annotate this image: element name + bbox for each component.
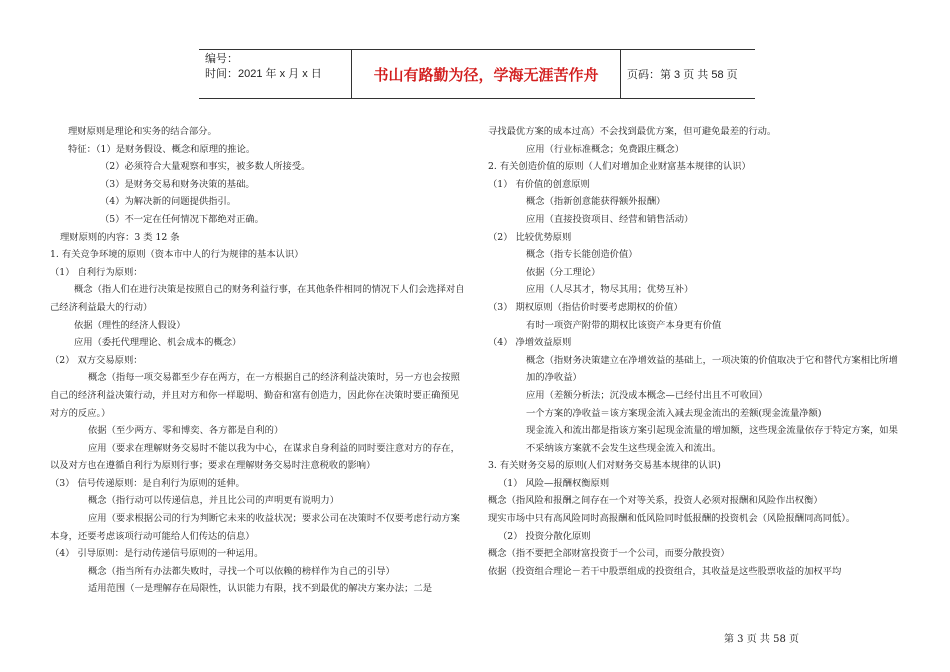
header-meta bbox=[199, 50, 352, 98]
text-line: 概念（指财务决策建立在净增效益的基础上，一项决策的价值取决于它和替代方案相比所增加的净收益） bbox=[526, 354, 898, 384]
text-line: （4） 引导原则：是行动传递信号原则的一种运用。 bbox=[50, 548, 264, 560]
page-footer: 第 3 页 共 58 页 bbox=[724, 634, 799, 645]
text-line: （4）为解决新的问题提供指引。 bbox=[100, 196, 237, 208]
text-line: 一个方案的净收益＝该方案现金流入减去现金流出的差额(现金流量净额) bbox=[526, 407, 822, 419]
text-line: （1） 风险—报酬权衡原则 bbox=[498, 477, 610, 489]
document-time-label: 时间：2021 年 x 月 x 日 bbox=[205, 68, 322, 80]
text-line: 现金流入和流出都是指该方案引起现金流量的增加额，这些现金流量依存于特定方案，如果不采纳该方案就不会发生这些现金流入和流出。 bbox=[526, 425, 898, 454]
text-line: 适用范围（一是理解存在局限性，认识能力有限，找不到最优的解决方案办法；二是 bbox=[88, 583, 432, 595]
text-line: 应用（委托代理理论、机会成本的概念） bbox=[74, 337, 242, 349]
text-line: 概念（指行动可以传递信息，并且比公司的声明更有说明力） bbox=[88, 495, 340, 507]
text-line: 概念（指当所有办法都失败时，寻找一个可以依赖的榜样作为自己的引导） bbox=[88, 565, 395, 577]
text-line: （1） 自利行为原则： bbox=[50, 266, 143, 278]
text-line: 1. 有关竞争环境的原则（资本市中人的行为规律的基本认识） bbox=[50, 249, 304, 261]
text-line: 应用（直接投资项目、经营和销售活动） bbox=[526, 213, 694, 225]
text-line: （5）不一定在任何情况下都绝对正确。 bbox=[100, 213, 264, 225]
text-line: （3）是财务交易和财务决策的基础。 bbox=[100, 178, 255, 190]
text-line: 依据（分工理论） bbox=[526, 266, 601, 278]
text-line: （2） 比较优势原则 bbox=[488, 231, 572, 243]
page-header bbox=[199, 49, 755, 99]
text-line: 依据（至少两方、零和博奕、各方都是自利的） bbox=[88, 425, 284, 437]
text-line: 寻找最优方案的成本过高）不会找到最优方案，但可避免最差的行动。 bbox=[488, 126, 777, 137]
header-motto: 书山有路勤为径，学海无涯苦作舟 bbox=[352, 50, 621, 98]
text-line: 应用（要求在理解财务交易时不能以我为中心，在谋求自身利益的同时要注意对方的存在，以及对方也在遵循自利行为原则行事；要求在理解财务交易时注意税收的影响） bbox=[50, 442, 460, 472]
right-text-column bbox=[488, 123, 900, 580]
text-line: 应用（行业标准概念；免费跟庄概念） bbox=[526, 143, 685, 155]
text-line: 概念（指不要把全部财富投资于一个公司，而要分散投资） bbox=[488, 548, 730, 560]
text-line: 有时一项资产附带的期权比该资产本身更有价值 bbox=[526, 319, 722, 331]
text-line: 概念（指新创意能获得额外报酬） bbox=[526, 196, 666, 208]
text-line: 现实市场中只有高风险同时高报酬和低风险同时低报酬的投资机会（风险报酬同高同低）。 bbox=[488, 513, 856, 525]
text-line: （2） 投资分散化原则 bbox=[498, 530, 591, 542]
text-line: （1） 有价值的创意原则 bbox=[488, 178, 590, 190]
left-text-column bbox=[50, 123, 468, 598]
text-line: 应用（差额分析法；沉没成本概念—已经付出且不可收回） bbox=[526, 389, 768, 401]
text-line: （3） 期权原则（指估价时要考虑期权的价值） bbox=[488, 301, 683, 313]
text-line: 概念（指专长能创造价值） bbox=[526, 249, 638, 261]
text-line: 特征：（1）是财务假设、概念和原理的推论。 bbox=[68, 143, 256, 155]
text-line: 理财原则是理论和实务的结合部分。 bbox=[68, 126, 217, 137]
text-line: （3） 信号传递原则：是自利行为原则的延伸。 bbox=[50, 477, 245, 489]
text-line: 依据（投资组合理论－若干中股票组成的投资组合，其收益是这些股票收益的加权平均 bbox=[488, 565, 842, 577]
text-line: （2） 双方交易原则： bbox=[50, 354, 143, 366]
text-line: 概念（指人们在进行决策是按照自己的财务利益行事，在其他条件相同的情况下人们会选择对自己经济利益最大的行动） bbox=[50, 284, 465, 313]
text-line: 2. 有关创造价值的原则（人们对增加企业财富基本规律的认识） bbox=[488, 161, 751, 173]
text-line: （4） 净增效益原则 bbox=[488, 337, 572, 349]
header-page-label: 页码：第 3 页 共 58 页 bbox=[627, 69, 738, 81]
text-line: 概念（指风险和报酬之间存在一个对等关系，投资人必须对报酬和风险作出权衡） bbox=[488, 495, 823, 507]
document-number-label: 编号： bbox=[205, 53, 238, 65]
text-line: 3. 有关财务交易的原则(人们对财务交易基本规律的认识) bbox=[488, 460, 721, 472]
text-line: （2）必须符合大量观察和事实，被多数人所接受。 bbox=[100, 161, 311, 173]
text-line: 应用（人尽其才，物尽其用；优势互补） bbox=[526, 284, 694, 296]
text-line: 依据（理性的经济人假设） bbox=[74, 319, 186, 331]
text-line: 概念（指每一项交易都至少存在两方，在一方根据自己的经济利益决策时，另一方也会按照自己的经济利益决策行动，并且对方和你一样聪明、勤奋和富有创造力，因此你在决策时要正确预见对方的反应。） bbox=[50, 372, 460, 419]
text-line: 理财原则的内容：3 类 12 条 bbox=[60, 231, 180, 243]
text-line: 应用（要求根据公司的行为判断它未来的收益状况；要求公司在决策时不仅要考虑行动方案本身，还要考虑该项行动可能给人们传达的信息） bbox=[50, 513, 460, 542]
